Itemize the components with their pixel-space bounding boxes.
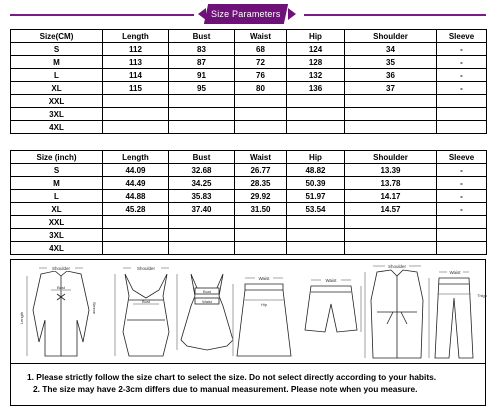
length-label: Length <box>19 311 24 325</box>
title-flag-right <box>288 8 296 20</box>
value-cell: 44.09 <box>103 164 169 177</box>
column-header: Hip <box>287 30 345 43</box>
value-cell <box>169 216 235 229</box>
size-cell: 4XL <box>11 121 103 134</box>
value-cell: 128 <box>287 56 345 69</box>
value-cell: 53.54 <box>287 203 345 216</box>
bust-label: Bust <box>202 289 212 294</box>
table-header-row <box>11 151 487 164</box>
value-cell <box>169 229 235 242</box>
size-cell: S <box>11 164 103 177</box>
size-cell: XL <box>11 82 103 95</box>
value-cell <box>437 108 487 121</box>
value-cell: 13.39 <box>345 164 437 177</box>
size-table-cm <box>10 29 487 134</box>
value-cell: - <box>437 164 487 177</box>
value-cell <box>345 121 437 134</box>
value-cell: 113 <box>103 56 169 69</box>
value-cell: - <box>437 56 487 69</box>
value-cell <box>103 229 169 242</box>
table-row <box>11 121 487 134</box>
size-cell: XXL <box>11 95 103 108</box>
value-cell: - <box>437 69 487 82</box>
table-row <box>11 216 487 229</box>
value-cell <box>235 229 287 242</box>
value-cell: 115 <box>103 82 169 95</box>
value-cell: - <box>437 177 487 190</box>
column-header: Bust <box>169 30 235 43</box>
value-cell <box>169 121 235 134</box>
size-table-inch <box>10 150 487 255</box>
measurement-diagram-panel <box>10 259 486 364</box>
column-header: Hip <box>287 151 345 164</box>
value-cell <box>287 229 345 242</box>
value-cell: 14.17 <box>345 190 437 203</box>
value-cell <box>169 95 235 108</box>
value-cell <box>287 216 345 229</box>
value-cell: 48.82 <box>287 164 345 177</box>
table-row <box>11 229 487 242</box>
column-header: Length <box>103 151 169 164</box>
value-cell: 68 <box>235 43 287 56</box>
value-cell <box>437 216 487 229</box>
value-cell: 83 <box>169 43 235 56</box>
table-row <box>11 43 487 56</box>
value-cell: 112 <box>103 43 169 56</box>
value-cell: 36 <box>345 69 437 82</box>
note-measurement-tolerance: 2. The size may have 2-3cm differs due to manual measurement. Please note when you measure. <box>33 384 418 394</box>
value-cell <box>103 95 169 108</box>
value-cell <box>235 108 287 121</box>
title-badge <box>204 4 288 24</box>
value-cell: 37 <box>345 82 437 95</box>
value-cell: 31.50 <box>235 203 287 216</box>
shoulder-label: Shoulder <box>387 264 407 269</box>
size-column-header: Size (inch) <box>11 151 103 164</box>
column-header: Bust <box>169 151 235 164</box>
value-cell: 14.57 <box>345 203 437 216</box>
value-cell <box>235 95 287 108</box>
value-cell <box>437 95 487 108</box>
table-row <box>11 69 487 82</box>
value-cell: 34 <box>345 43 437 56</box>
size-cell: M <box>11 177 103 190</box>
value-cell: 87 <box>169 56 235 69</box>
camisole-sketch <box>115 264 169 356</box>
column-header: Length <box>103 30 169 43</box>
value-cell: 45.28 <box>103 203 169 216</box>
garment-sketches <box>11 260 487 365</box>
page-title: Size Parameters <box>211 9 281 19</box>
value-cell: - <box>437 203 487 216</box>
value-cell <box>287 121 345 134</box>
size-cell: 3XL <box>11 229 103 242</box>
value-cell: 29.92 <box>235 190 287 203</box>
value-cell: 35 <box>345 56 437 69</box>
size-column-header: Size(CM) <box>11 30 103 43</box>
title-banner <box>0 0 496 28</box>
size-cell: XXL <box>11 216 103 229</box>
size-cell: M <box>11 56 103 69</box>
table-row <box>11 82 487 95</box>
value-cell <box>287 242 345 255</box>
column-header: Shoulder <box>345 30 437 43</box>
shoulder-label: Shoulder <box>136 266 156 271</box>
waist-label: Waist <box>258 276 270 281</box>
value-cell <box>287 108 345 121</box>
value-cell: 72 <box>235 56 287 69</box>
value-cell <box>103 216 169 229</box>
value-cell <box>103 108 169 121</box>
value-cell: 50.39 <box>287 177 345 190</box>
value-cell <box>437 121 487 134</box>
value-cell <box>103 242 169 255</box>
value-cell <box>235 121 287 134</box>
value-cell <box>235 242 287 255</box>
hip-label: Hip <box>260 302 268 307</box>
shirt-sketch <box>19 264 97 356</box>
table-row <box>11 177 487 190</box>
column-header: Sleeve <box>437 151 487 164</box>
value-cell <box>103 121 169 134</box>
coat-sketch <box>365 262 423 358</box>
title-rule-left <box>10 14 194 16</box>
size-cell: 3XL <box>11 108 103 121</box>
size-cell: XL <box>11 203 103 216</box>
value-cell: 114 <box>103 69 169 82</box>
column-header: Sleeve <box>437 30 487 43</box>
value-cell <box>169 242 235 255</box>
column-header: Shoulder <box>345 151 437 164</box>
notes-panel <box>10 364 486 406</box>
pants-sketch <box>429 268 487 358</box>
value-cell <box>169 108 235 121</box>
value-cell: 26.77 <box>235 164 287 177</box>
waist-label: Waist <box>202 299 212 304</box>
value-cell: 136 <box>287 82 345 95</box>
sleeve-label: Sleeve <box>92 301 97 315</box>
value-cell: 28.35 <box>235 177 287 190</box>
value-cell <box>345 216 437 229</box>
value-cell: 124 <box>287 43 345 56</box>
value-cell <box>345 108 437 121</box>
value-cell <box>235 216 287 229</box>
size-cell: S <box>11 43 103 56</box>
table-row <box>11 203 487 216</box>
table-row <box>11 190 487 203</box>
skirt-sketch <box>233 274 291 356</box>
note-size-selection: 1. Please strictly follow the size chart to select the size. Do not select directly according to your habits. <box>27 372 437 382</box>
shoulder-label: Shoulder <box>51 266 71 271</box>
value-cell <box>345 242 437 255</box>
size-cell: L <box>11 190 103 203</box>
value-cell: 80 <box>235 82 287 95</box>
value-cell: 51.97 <box>287 190 345 203</box>
thigh-label: Thigh <box>477 293 487 298</box>
value-cell: 44.49 <box>103 177 169 190</box>
shorts-sketch <box>305 276 361 332</box>
value-cell <box>345 95 437 108</box>
table-row <box>11 164 487 177</box>
value-cell: 13.78 <box>345 177 437 190</box>
value-cell: 95 <box>169 82 235 95</box>
table-row <box>11 56 487 69</box>
dress-sketch <box>177 274 233 350</box>
value-cell: 34.25 <box>169 177 235 190</box>
size-cell: L <box>11 69 103 82</box>
table-row <box>11 108 487 121</box>
table-row <box>11 242 487 255</box>
table-row <box>11 95 487 108</box>
value-cell <box>437 242 487 255</box>
value-cell: 132 <box>287 69 345 82</box>
value-cell: 35.83 <box>169 190 235 203</box>
value-cell: - <box>437 190 487 203</box>
bust-label: Bust <box>56 285 66 290</box>
value-cell: - <box>437 82 487 95</box>
column-header: Waist <box>235 151 287 164</box>
value-cell: 32.68 <box>169 164 235 177</box>
value-cell: 44.88 <box>103 190 169 203</box>
value-cell: 37.40 <box>169 203 235 216</box>
size-cell: 4XL <box>11 242 103 255</box>
value-cell <box>287 95 345 108</box>
waist-label: Waist <box>325 278 337 283</box>
value-cell: 91 <box>169 69 235 82</box>
table-header-row <box>11 30 487 43</box>
value-cell <box>437 229 487 242</box>
waist-label: Waist <box>449 270 461 275</box>
bust-label: Bust <box>141 299 151 304</box>
value-cell: - <box>437 43 487 56</box>
value-cell <box>345 229 437 242</box>
column-header: Waist <box>235 30 287 43</box>
value-cell: 76 <box>235 69 287 82</box>
title-rule-right <box>304 14 486 16</box>
